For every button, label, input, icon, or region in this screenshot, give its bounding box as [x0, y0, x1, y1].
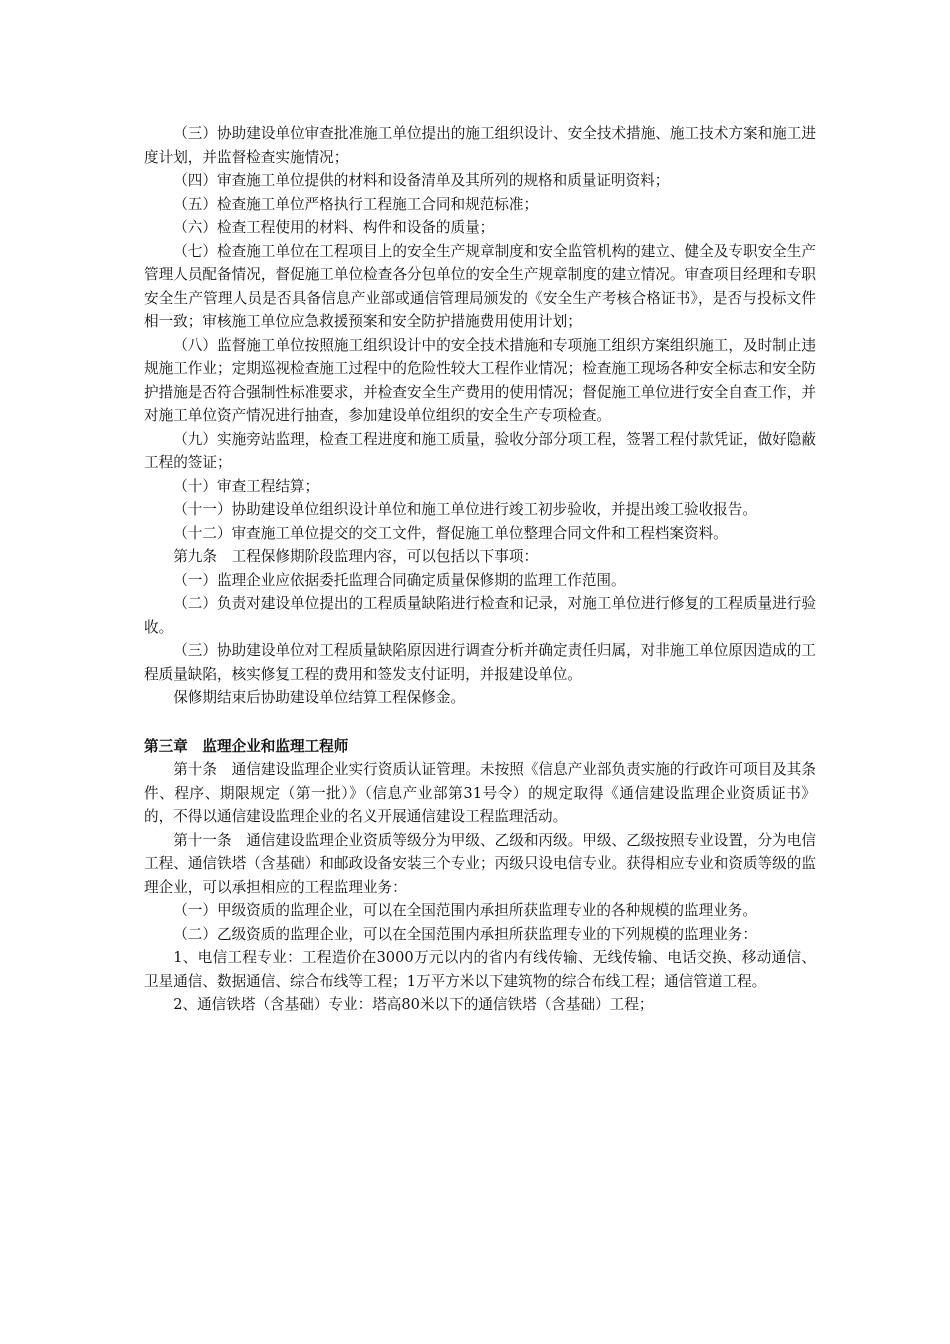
chapter-heading: 第三章 监理企业和监理工程师 [144, 737, 349, 755]
paragraph: （二）乙级资质的监理企业，可以在全国范围内承担所获监理专业的下列规模的监理业务： [173, 925, 757, 943]
paragraph: （一）监理企业应依据委托监理合同确定质量保修期的监理工作范围。 [173, 571, 626, 589]
paragraph: （十二）审查施工单位提交的交工文件，督促施工单位整理合同文件和工程档案资料。 [173, 524, 728, 542]
paragraph: （三）协助建设单位对工程质量缺陷原因进行调查分析并确定责任归属，对非施工单位原因造成的工程质量缺陷，核实修复工程的费用和签发支付证明，并报建设单位。 [144, 642, 816, 683]
paragraph: 1、电信工程专业：工程造价在3000万元以内的省内有线传输、无线传输、电话交换、移动通信、卫星通信、数据通信、综合布线等工程；1万平方米以下建筑物的综合布线工程；通信管道工程。 [144, 949, 816, 990]
paragraph: （二）负责对建设单位提出的工程质量缺陷进行检查和记录，对施工单位进行修复的工程质量进行验收。 [144, 595, 816, 636]
document-page [144, 122, 816, 1017]
paragraph: （十）审查工程结算； [173, 477, 320, 495]
paragraph: （六）检查工程使用的材料、构件和设备的质量； [173, 219, 495, 236]
paragraph: （四）审查施工单位提供的材料和设备清单及其所列的规格和质量证明资料； [173, 172, 670, 189]
paragraph: （一）甲级资质的监理企业，可以在全国范围内承担所获监理专业的各种规模的监理业务。 [173, 902, 757, 919]
paragraph: （七）检查施工单位在工程项目上的安全生产规章制度和安全监管机构的建立、健全及专职安全生产管理人员配备情况，督促施工单位检查各分包单位的安全生产规章制度的建立情况。审查项目经理和专职安全生产管理人员是否具备信息产业部或通信管理局颁发的《安全生产考核合格证书》，是否与投标文件相一致；审核施工单位应急救援预案和安全防护措施费用使用计划； [144, 242, 816, 330]
paragraph: （八）监督施工单位按照施工组织设计中的安全技术措施和专项施工组织方案组织施工，及时制止违规施工作业；定期巡视检查施工过程中的危险性较大工程作业情况；检查施工现场各种安全标志和安全防护措施是否符合强制性标准要求，并检查安全生产费用的使用情况；督促施工单位进行安全自查工作，并对施工单位资产情况进行抽查，参加建设单位组织的安全生产专项检查。 [144, 336, 816, 424]
article-paragraph: 第十条 通信建设监理企业实行资质认证管理。未按照《信息产业部负责实施的行政许可项目及其条件、程序、期限规定（第一批）》（信息产业部第31号令）的规定取得《通信建设监理企业资质证书》的，不得以通信建设监理企业的名义开展通信建设工程监理活动。 [144, 761, 816, 825]
paragraph: （三）协助建设单位审查批准施工单位提出的施工组织设计、安全技术措施、施工技术方案和施工进度计划，并监督检查实施情况； [144, 125, 816, 166]
paragraph: （十一）协助建设单位组织设计单位和施工单位进行竣工初步验收，并提出竣工验收报告。 [173, 501, 757, 518]
paragraph: 2、通信铁塔（含基础）专业：塔高80米以下的通信铁塔（含基础）工程； [173, 996, 654, 1013]
article-paragraph: 第九条 工程保修期阶段监理内容，可以包括以下事项： [173, 548, 539, 565]
paragraph: （九）实施旁站监理，检查工程进度和施工质量，验收分部分项工程，签署工程付款凭证，做好隐蔽工程的签证； [144, 430, 816, 471]
paragraph: 保修期结束后协助建设单位结算工程保修金。 [173, 689, 466, 706]
paragraph: （五）检查施工单位严格执行工程施工合同和规范标准； [173, 195, 539, 213]
article-paragraph: 第十一条 通信建设监理企业资质等级分为甲级、乙级和丙级。甲级、乙级按照专业设置，分为电信工程、通信铁塔（含基础）和邮政设备安装三个专业；丙级只设电信专业。获得相应专业和资质等级的监理企业，可以承担相应的工程监理业务： [144, 831, 816, 896]
